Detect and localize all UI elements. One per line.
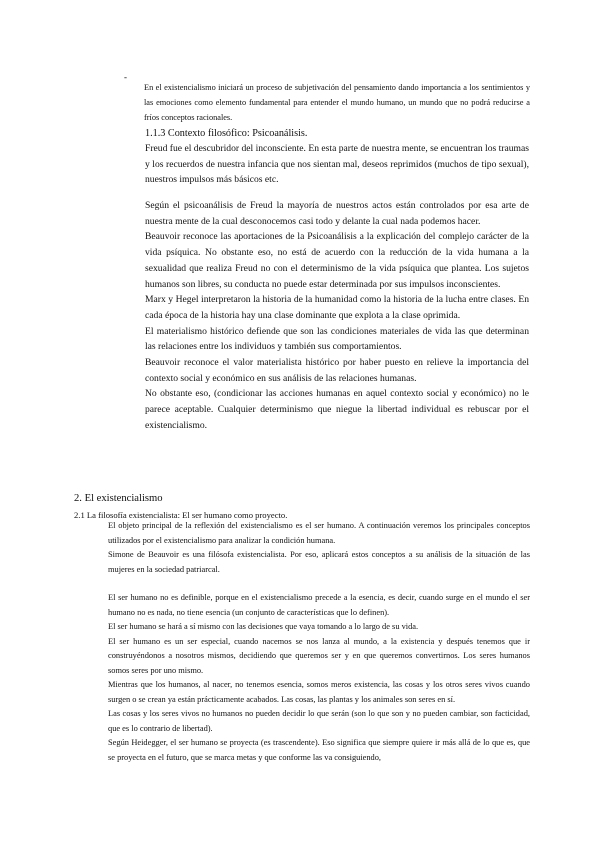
paragraph-las-cosas: Las cosas y los seres vivos no humanos no pueden decidir lo que serán (son lo que son y no pueden cambiar, son facticidad, que es lo contrario de libertad). — [108, 709, 530, 733]
paragraph-no-definible: El ser humano no es definible, porque en el existencialismo precede a la esencia, es decir, cuando surge en el mundo el ser humano no es nada, no tiene esencia (un conjunto de características que lo definen). — [108, 593, 530, 617]
paragraph-heidegger: Según Heidegger, el ser humano se proyecta (es trascendente). Eso significa que siempre quiere ir más allá de lo que es, que se proyecta en el futuro, que se marca metas y que conforme las va consiguiendo, — [108, 738, 530, 762]
section-heading-2: 2. El existencialismo — [74, 493, 163, 504]
paragraph-beauvoir-psicoanalisis: Beauvoir reconoce las aportaciones de la Psicoanálisis a la explicación del complejo carácter de la vida psíquica. No obstante eso, no está de acuerdo con la reducción de la vida humana a la sexualidad que realiza Freud no con el determinismo de la vida psíquica que plantea. Los sujetos humanos son libres, su conducta no puede estar determinada por sus impulsos inconscientes. — [145, 231, 529, 290]
bullet-marker: - — [124, 72, 127, 82]
paragraph-beauvoir-materialismo: Beauvoir reconoce el valor materialista histórico por haber puesto en relieve la importancia del contexto social y económico en sus análisis de las relaciones humanas. — [145, 357, 529, 384]
paragraph-ser-especial: El ser humano es un ser especial, cuando nacemos se nos lanza al mundo, a la existencia y después tenemos que ir construyéndonos a nosotros mismos, decidiendo que queremos ser y en que queremos convertirnos. Los seres humanos somos seres por uno mismo. — [108, 636, 530, 675]
section-2-1-body — [108, 519, 530, 765]
bullet-text: En el existencialismo iniciará un proceso de subjetivación del pensamiento dando importancia a los sentimientos y las emociones como elemento fundamental para entender el mundo humano, un mundo que no podrá reducirse a fríos conceptos racionales. — [144, 83, 530, 123]
paragraph-objeto: El objeto principal de la reflexión del existencialismo es el ser humano. A continuación veremos los principales conceptos utilizados por el existencialismo para analizar la condición humana. — [108, 521, 530, 545]
section-heading-2-1: 2.1 La filosofía existencialista: El ser humano como proyecto. — [74, 510, 288, 520]
paragraph-freud: Freud fue el descubridor del inconsciente. En esta parte de nuestra mente, se encuentran los traumas y los recuerdos de nuestra infancia que nos sientan mal, deseos reprimidos (muchos de tipo sexual), nuestros impulsos más básicos etc. — [145, 143, 529, 186]
paragraph-mientras: Mientras que los humanos, al nacer, no tenemos esencia, somos meros existencia, las cosas y los otros seres vivos cuando surgen o se crean ya están prácticamente acabados. Las cosas, las plantas y los animales son seres en sí. — [108, 680, 530, 704]
paragraph-materialismo: El materialismo histórico defiende que son las condiciones materiales de vida las que determinan las relaciones entre los individuos y también sus comportamientos. — [145, 325, 529, 353]
section-1-1-3-body — [145, 141, 529, 188]
paragraph-se-hara: El ser humano se hará a sí mismo con las decisiones que vaya tomando a lo largo de su vida. — [108, 622, 419, 631]
section-1-1-3-body-continued — [145, 198, 529, 434]
paragraph-marx-hegel: Marx y Hegel interpretaron la historia de la humanidad como la historia de la lucha entre clases. En cada época de la historia hay una clase dominante que explota a la clase oprimida. — [145, 294, 529, 321]
paragraph-simone: Simone de Beauvoir es una filósofa existencialista. Por eso, aplicará estos conceptos a su análisis de la situación de las mujeres en la sociedad patriarcal. — [108, 550, 530, 574]
paragraph-psicoanalisis: Según el psicoanálisis de Freud la mayoría de nuestros actos están controlados por esa arte de nuestra mente de la cual desconocemos casi todo y delante la cual nada podemos hacer. — [145, 200, 529, 227]
section-heading-1-1-3: 1.1.3 Contexto filosófico: Psicoanálisis. — [145, 128, 308, 139]
paragraph-no-obstante: No obstante eso, (condicionar las acciones humanas en aquel contexto social y económico) no le parece aceptable. Cualquier determinismo que niegue la libertad individual es rebuscar por el existencialismo. — [145, 388, 529, 431]
